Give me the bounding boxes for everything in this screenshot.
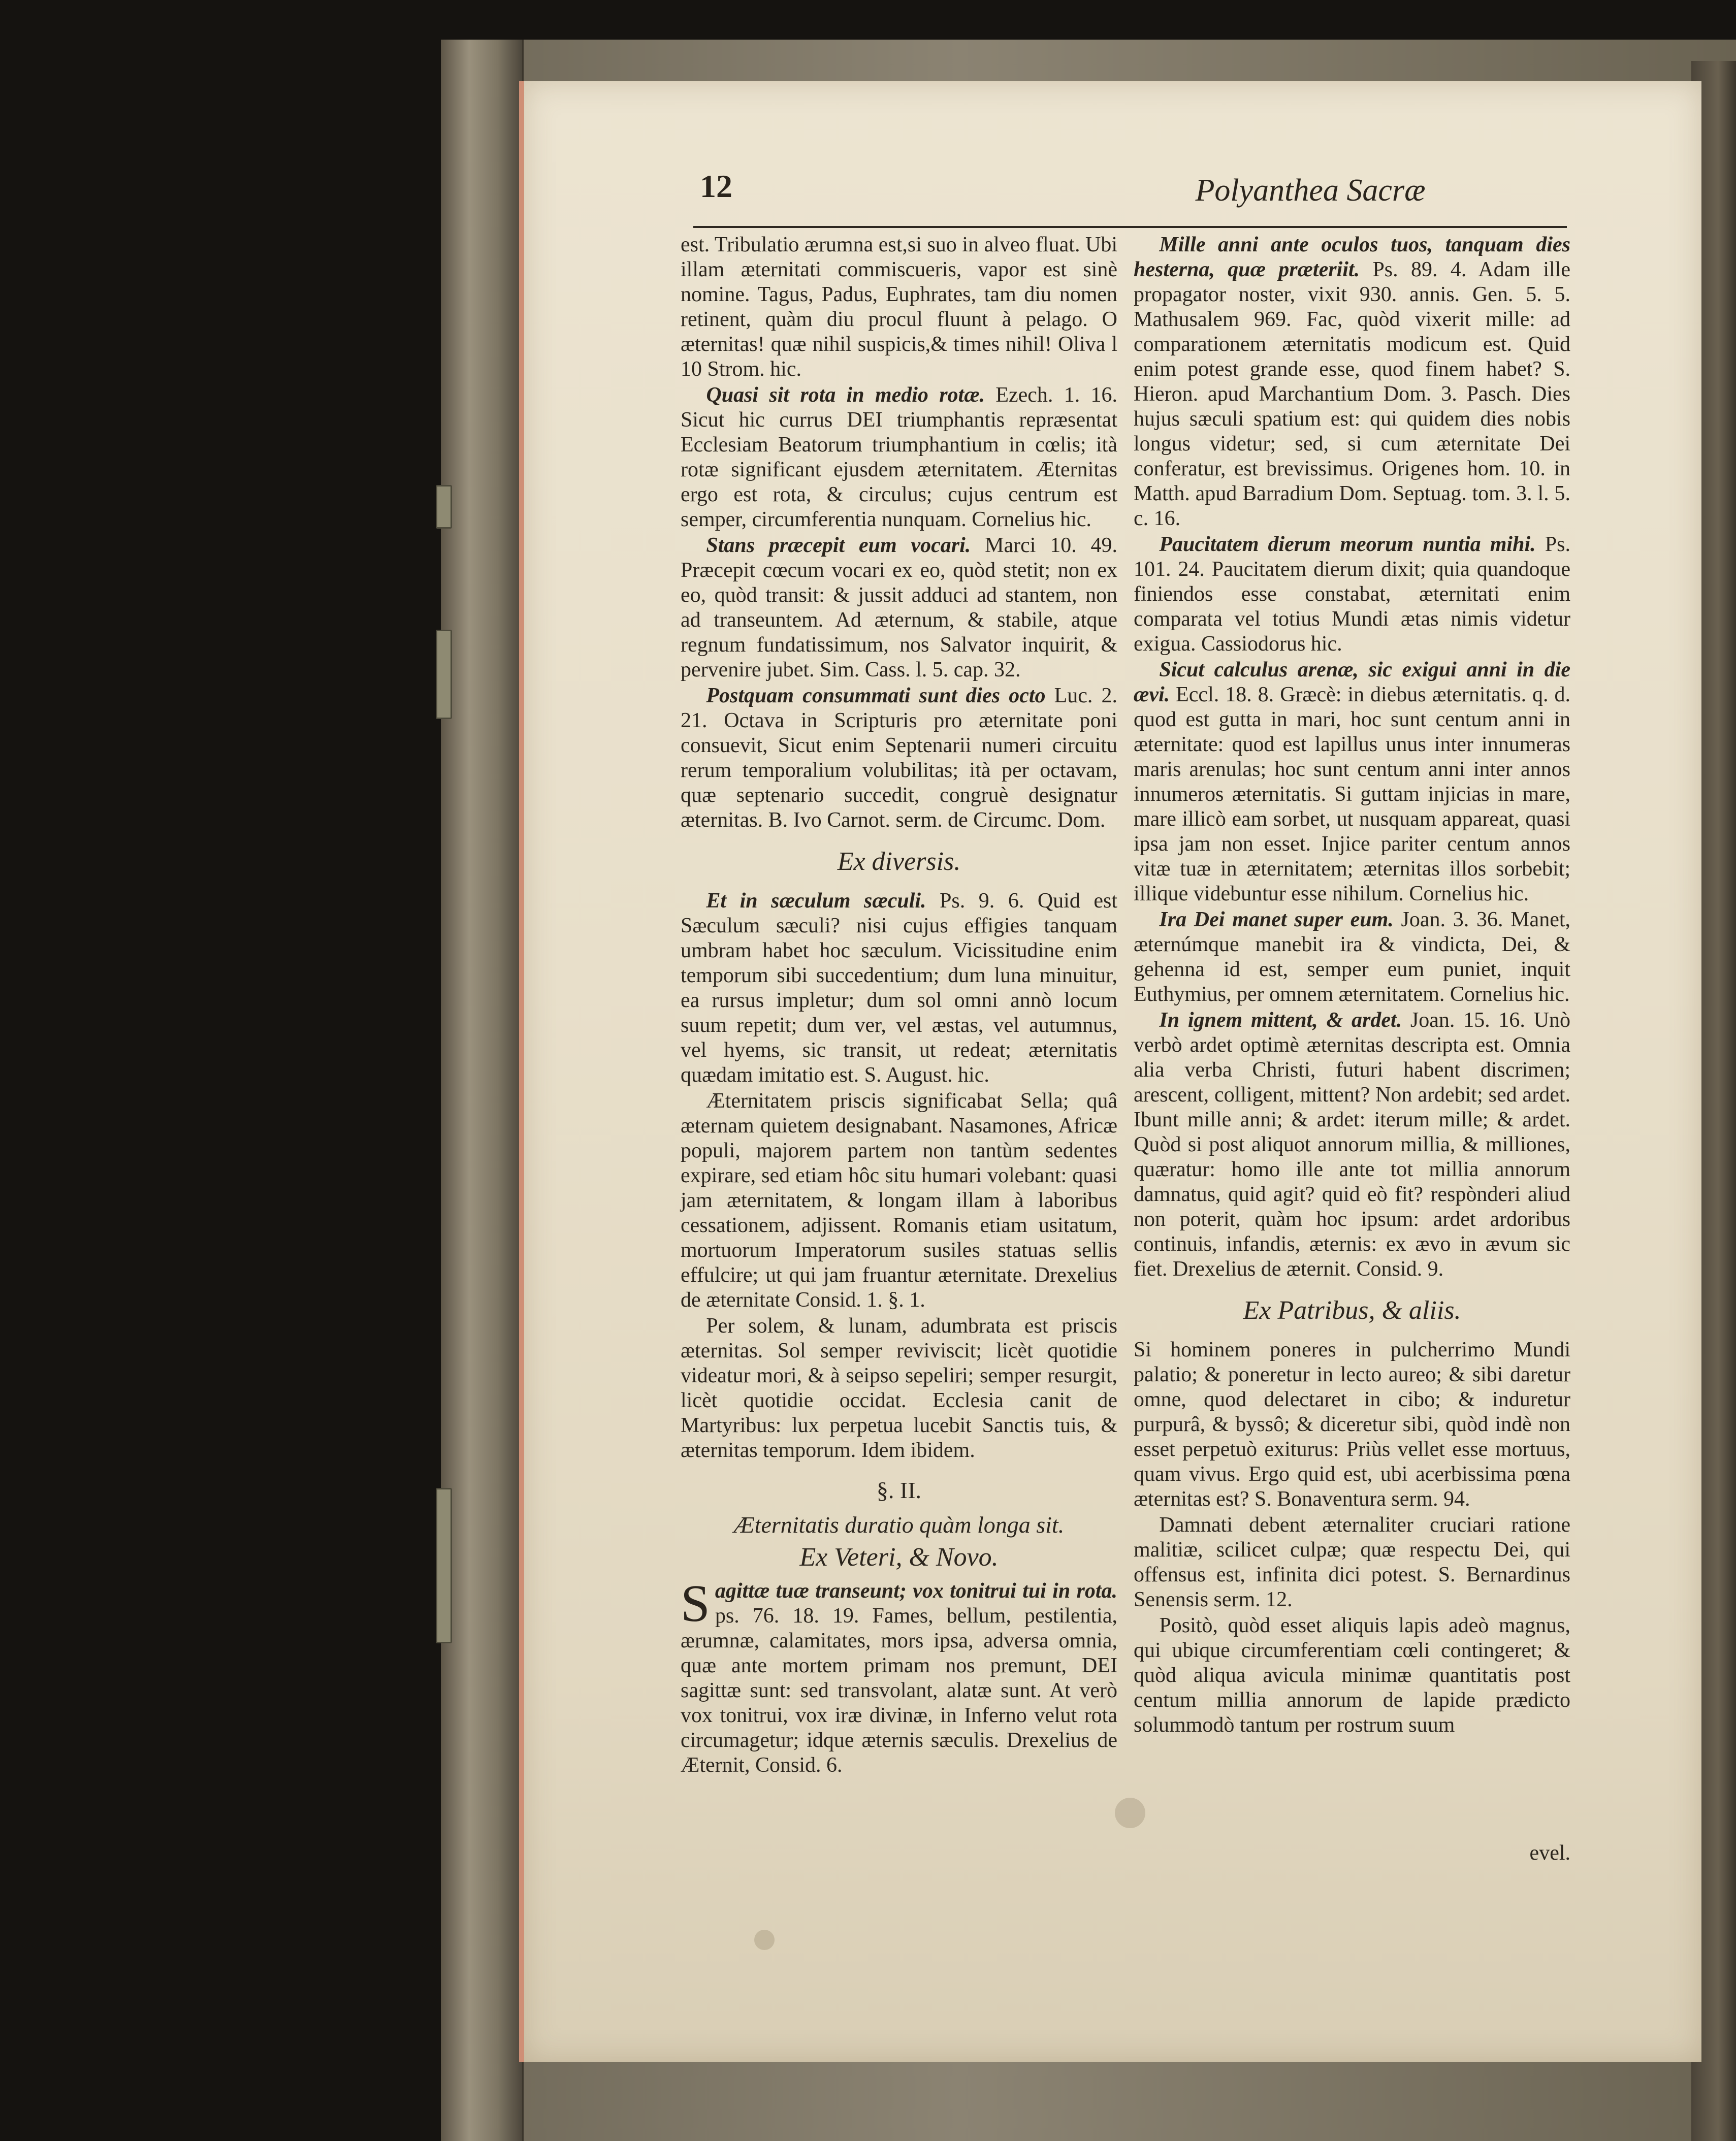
right-column xyxy=(1134,233,1570,1739)
entry xyxy=(681,383,1117,532)
lemma: Paucitatem dierum meorum nuntia mihi. xyxy=(1159,533,1536,556)
subsection-heading: Ex Veteri, & Novo. xyxy=(799,1543,999,1572)
entry-text: Marci 10. 49. Præcepit cœcum vocari ex eo, quòd stetit; non ex eo, quòd transit: & jussit adduci ad stantem, non ad transeuntem. Ad æternum, & stabile, atque regnum fundatissimum, nos Salvator inquirit, & pervenire jubet. Sim. Cass. l. 5. cap. 32. xyxy=(681,534,1117,682)
lemma: Stans præcepit eum vocari. xyxy=(706,534,971,557)
lemma: Postquam consummati sunt dies octo xyxy=(706,684,1046,707)
section-title: Æternitatis duratio quàm longa sit. xyxy=(733,1512,1065,1538)
lemma: Sicut calculus arenæ, sic exigui anni in die ævi. xyxy=(1134,658,1570,706)
entry-text: Ezech. 1. 16. Sicut hic currus DEI triumphantis repræsentat Ecclesiam Beatorum triumphantium in cœlis; ità rotæ significant ejusdem æternitatem. Æternitas ergo est rota, & circulus; cujus centrum est semper, circumferentia nunquam. Cornelius hic. xyxy=(681,383,1117,531)
paragraph: Per solem, & lunam, adumbrata est priscis æternitas. Sol semper reviviscit; licèt quotidie videatur mori, & à seipso sepeliri; semper resurgit, licèt quotidie occidat. Ecclesia canit de Martyribus: lux perpetua lucebit Sanctis tuis, & æternitas temporum. Idem ibidem. xyxy=(681,1314,1117,1462)
clasp-hinge-middle xyxy=(436,630,452,719)
entry xyxy=(681,684,1117,833)
left-column xyxy=(681,233,1117,1779)
section-heading: Ex diversis. xyxy=(837,847,961,876)
paragraph: Positò, quòd esset aliquis lapis adeò magnus, qui ubique circumferentiam cœli contingeret; & quòd aliqua avicula minimæ quantitatis post centum millia annorum de lapide prædicto solummodò tantum per rostrum suum xyxy=(1134,1614,1570,1737)
header-rule xyxy=(693,226,1567,228)
section-heading: Ex Patribus, & aliis. xyxy=(1243,1296,1461,1325)
page-number: 12 xyxy=(700,168,732,204)
stain-spot xyxy=(1115,1798,1145,1828)
book-board-edge xyxy=(441,40,524,2141)
entry-text: Ps. 9. 6. Quid est Sæculum sæculi? nisi cujus effigies tanquam umbram habet hoc sæculum. Vicissitudine enim temporum sibi succedentium; dum luna minuitur, ea rursus impletur; dum sol omni annò locum suum repetit; dum ver, vel æstas, vel autumnus, vel hyems, sic transit, ut redeat; æternitatis quædam imitatio est. S. August. hic. xyxy=(681,889,1118,1087)
drop-cap: S xyxy=(681,1574,710,1633)
lemma: Mille anni ante oculos tuos, tanquam dies hesterna, quæ præteriit. xyxy=(1134,233,1570,281)
entry-text: ps. 76. 18. 19. Fames, bellum, pestilentia, ærumnæ, calamitates, mors ipsa, adversa omnia, quæ ante mortem primam nos premunt, DEI sagittæ sunt: sed transvolant, alatæ sunt. At verò vox tonitrui, vox iræ divinæ, in Inferno velut rota circumagetur; idque æternis sæculis. Drexelius de Æternit, Consid. 6. xyxy=(681,1604,1117,1777)
entry-text: Joan. 3. 36. Manet, æternúmque manebit ira & vindicta, Dei, & gehenna id est, semper eum puniet, inquit Euthymius, per omnem æternitatem. Cornelius hic. xyxy=(1134,908,1570,1006)
entry-text: Ps. 101. 24. Paucitatem dierum dixit; quia quandoque finiendos esse constabat, æternitati enim comparata vel totius Mundi ætas nimis videtur exigua. Cassiodorus hic. xyxy=(1134,533,1570,656)
entry xyxy=(681,889,1117,1088)
entry-text: Joan. 15. 16. Unò verbò ardet optimè æternitas descripta est. Omnia alia verba Christi, futuri habent discrimen; arescent, colligent, mittent? Non ardebit; sed ardet. Ibunt mille anni; & ardet: iterum mille; & ardet. Quòd si post aliquot annorum millia, & milliones, quæratur: homo ille ante tot millia annorum damnatus, quid agit? quid eò fit? respònderi aliud non poterit, quàm hoc ipsum: ardet ardoribus continuis, infandis, æternis: ex ævo in ævum sic fiet. Drexelius de æternit. Consid. 9. xyxy=(1134,1009,1570,1281)
lemma: Quasi sit rota in medio rotæ. xyxy=(706,383,985,407)
entry xyxy=(1134,1008,1570,1282)
running-head: Polyanthea Sacræ xyxy=(1195,173,1426,208)
section-number: §. II. xyxy=(876,1477,922,1503)
entry xyxy=(1134,233,1570,531)
entry xyxy=(681,1574,1117,1778)
paragraph: Æternitatem priscis significabat Sella; quâ æternam quietem designabant. Nasamones, Africæ populi, majorem partem non tantùm sedentes expirare, sed etiam hôc situ humari volebant: quasi jam æternitatem, & longam illam à laboribus cessationem, adjissent. Romanis etiam usitatum, mortuorum Imperatorum susiles statuas sellis effulcire; ut qui jam fruantur æternitate. Drexelius de æternitate Consid. 1. §. 1. xyxy=(681,1089,1117,1312)
lemma: Ira Dei manet super eum. xyxy=(1159,908,1394,931)
entry-text: Ps. 89. 4. Adam ille propagator noster, vixit 930. annis. Gen. 5. 5. Mathusalem 969. Fac, quòd vixerit mille: ad comparationem æternitatis modicum est. Quid enim potest grande esse, quod finem habet? S. Hieron. apud Marchantium Dom. 3. Pasch. Dies hujus sæculi spatium est: qui quidem dies nobis longus videtur; sed, si cum æternitate Dei conferatur, est brevissimus. Origenes hom. 10. in Matth. apud Barradium Dom. Septuag. tom. 3. l. 5. c. 16. xyxy=(1134,258,1570,530)
clasp-hinge-lower xyxy=(436,1488,452,1643)
lemma: In ignem mittent, & ardet. xyxy=(1159,1009,1402,1032)
entry xyxy=(1134,907,1570,1007)
stain-spot xyxy=(754,1930,775,1950)
paragraph: est. Tribulatio ærumna est,si suo in alveo fluat. Ubi illam æternitati commiscueris, vapor est sinè nomine. Tagus, Padus, Euphrates, tam diu nomen retinent, quàm diu procul fluunt à pelago. O æternitas! quæ nihil suspicis,& times nihil! Oliva l 10 Strom. hic. xyxy=(681,233,1117,381)
entry xyxy=(1134,658,1570,906)
entry-text: Eccl. 18. 8. Græcè: in diebus æternitatis. q. d. quod est gutta in mari, hoc sunt centum anni in æternitate: quod est lapillus unus inter innumeras maris arenulas; hoc sunt centum anni inter annos innumeros æternitatis. Si guttam injicias in mare, mare illicò eam sorbet, ut nusquam appareat, quasi ipsa jam non esset. Injice pariter centum annos vitæ tuæ in æternitatem; æternitas illos sorbebit; illique videbuntur esse nihilum. Cornelius hic. xyxy=(1134,683,1571,905)
paragraph: Si hominem poneres in pulcherrimo Mundi palatio; & poneretur in lecto aureo; & sibi daretur omne, quod delectaret in cibo; & induretur purpurâ, & byssô; & diceretur sibi, quòd indè non esset perpetuò exiturus: Priùs vellet esse mortuus, quam vivus. Ergo quid est, ubi acerbissima pœna æternitas est? S. Bonaventura serm. 94. xyxy=(1134,1338,1570,1511)
entry xyxy=(681,533,1117,683)
lemma: Et in sæculum sæculi. xyxy=(706,889,926,913)
paragraph: Damnati debent æternaliter cruciari ratione malitiæ, scilicet culpæ; quæ respectu Dei, qui offensus est, infinita dici potest. S. Bernardinus Senensis serm. 12. xyxy=(1134,1513,1570,1611)
catchword: evel. xyxy=(1529,1841,1570,1865)
entry xyxy=(1134,532,1570,657)
lemma: agittæ tuæ transeunt; vox tonitrui tui in rota. xyxy=(715,1579,1117,1603)
entry-text: Luc. 2. 21. Octava in Scripturis pro æternitate poni consuevit, Sicut enim Septenarii numeri circuitu rerum temporalium volubilitas; ità per octavam, quæ septenario succedit, congruè designatur æternitas. B. Ivo Carnot. serm. de Circumc. Dom. xyxy=(681,684,1118,832)
clasp-hinge-upper xyxy=(436,485,452,529)
